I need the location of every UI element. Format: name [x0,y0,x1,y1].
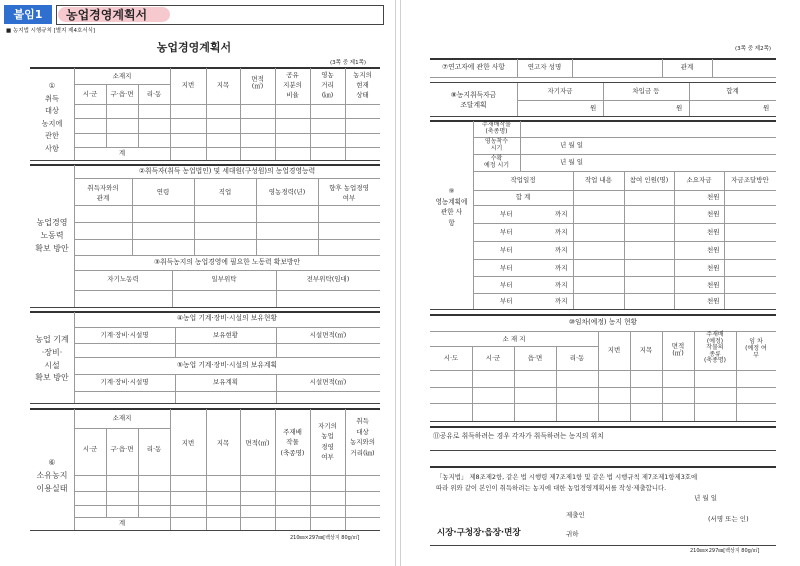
s6-col-jimok: 지목 [216,439,230,447]
page-note: (3쪽 중 제1쪽) [330,60,367,66]
s9-label: ⑨ 영농계획에 관한 사 항 [435,187,468,227]
s6-col-area: 면적(㎡) [245,439,270,447]
s11-text: ⑪공유로 취득하려는 경우 각자가 취득하려는 농지의 위치 [433,432,604,440]
s9-from: 부터 [500,210,513,218]
s9-to: 까지 [555,210,568,218]
left-paper-spec: 210㎜×297㎜[백상지 80g/㎡] [290,535,360,541]
s9-from: 부터 [500,281,513,289]
s9-start-date: 년 월 일 [560,141,583,149]
s9-to: 까지 [555,228,568,236]
recipient: 시장·구청장·읍장·면장 [437,528,521,538]
s6-col-jibun: 지번 [181,439,195,447]
regulation-reference: ■ 농지법 시행규칙 [별지 제4호서식] [6,28,96,34]
s7-relation: 관계 [680,63,694,71]
s9-col-period: 작업일정 [510,176,536,184]
s4-col-own: 보유현황 [212,331,239,339]
submitter-label: 제출인 [566,511,585,519]
s9-to: 까지 [555,264,568,272]
recipient-suffix: 귀하 [566,530,579,538]
s3-col-partial: 일부위탁 [211,275,237,283]
doc-title: 농업경영계획서 [66,8,148,22]
s10-col-area: 면적 (㎡) [671,342,685,358]
s5-col-plan: 보유계획 [212,378,239,386]
s10-col-jibun: 지번 [607,346,621,354]
s6-col-self: 자기의 농업 경영 여부 [318,422,337,462]
s1-col-area: 면적 (㎡) [251,75,264,91]
s9-won: 천원 [707,210,720,218]
s9-won: 천원 [707,228,720,236]
s7-name: 연고자 성명 [527,63,562,71]
s3-col-self: 자기노동력 [107,275,139,283]
s2-col-job: 직업 [218,188,232,196]
s9-to: 까지 [555,246,568,254]
s9-from: 부터 [500,228,513,236]
s8-won-total: 원 [763,104,770,112]
s10-title: ⑩임차(예정) 농지 현황 [568,318,638,326]
s6-col-dist: 취득 대상 농지와의 거리(㎞) [349,417,376,458]
s10-col-crop: 주재배 (예정) 작물의 종류 (축종명) [703,331,727,365]
s8-label: ⑧농지취득자금 조달계획 [450,91,497,110]
s1-col-sigun: 시·군 [82,90,98,98]
s5-title: ⑤농업 기계·장비·시설의 보유계획 [176,361,278,369]
s8-loan: 차입금 등 [632,87,660,95]
s9-col-people: 참여 인원(명) [629,176,669,184]
s2-title: ②취득자(취득 농업법인) 및 세대원(구성원)의 농업경영능력 [138,167,316,175]
s1-col-status: 농지의 현재 상태 [353,71,372,99]
s6-col-ri: 리·동 [146,445,162,453]
s9-won: 천원 [707,297,720,305]
s10-col-sigun: 시·군 [485,354,501,362]
s8-won-own: 원 [590,104,597,112]
s9-from: 부터 [500,297,513,305]
s2-col-future: 향후 농업경영 여부 [329,184,369,202]
s5-col-area: 시설면적(㎡) [309,378,347,386]
s2-group-label: 농업경영 노동력 확보 방안 [35,218,69,253]
s6-total: 계 [118,519,126,527]
s9-crop: 주재배작물 (축종명) [482,121,511,135]
s9-won: 천원 [707,246,720,254]
s9-to: 까지 [555,281,568,289]
s8-won-loan: 원 [676,104,683,112]
s8-total: 합계 [726,87,739,95]
s10-col-lease: 임 차 (예정 여 부 [745,338,767,360]
s1-loc-header: 소재지 [112,72,132,80]
s9-col-fund: 자금조달방안 [731,176,769,184]
s9-from: 부터 [500,264,513,272]
s10-loc: 소 재 지 [502,335,526,343]
s2-col-rel: 취득자와의 관계 [87,184,119,202]
declaration-line-2: 따라 위와 같이 본인이 취득하려는 농지에 대한 농업경영계획서를 작성·제출합니다. [436,484,667,492]
s9-from: 부터 [500,246,513,254]
badge: 붙임1 [4,5,52,24]
s9-col-work: 작업 내용 [584,176,613,184]
s9-won: 천원 [707,281,720,289]
s6-col-crop: 주재배 작물 (축종명) [280,428,305,457]
s7-label: ⑦연고자에 관한 사항 [442,63,505,71]
s3-title: ③취득농지의 농업경영에 필요한 노동력 확보방안 [153,258,301,266]
s6-col-sigun: 시·군 [82,445,98,453]
form-title: 농업경영계획서 [156,41,232,54]
s2-col-age: 연령 [156,188,170,196]
signature-label: (서명 또는 인) [708,515,749,523]
declaration-line-1: 「농지법」 제8조제2항, 같은 법 시행령 제7조제1항 및 같은 법 시행규칙 제7조제1항제3호에 [436,473,698,481]
s1-col-jibun: 지번 [181,81,195,89]
s1-col-share: 공유 지분의 비율 [283,71,302,99]
s1-col-gu: 구·읍·면 [110,90,134,98]
s4-group-label: 농업 기계 ·장비· 시설 확보 방안 [35,335,69,383]
s10-col-ri: 리·동 [569,354,585,362]
right-page-note: (3쪽 중 제2쪽) [735,46,772,52]
s4-title: ④농업 기계·장비·시설의 보유현황 [176,314,278,322]
s9-start: 영농착수 시기 [484,138,509,152]
s3-col-full: 전부위탁(임대) [306,275,350,283]
s10-col-eup: 읍·면 [527,354,543,362]
s9-won: 천원 [707,264,720,272]
s2-col-exp: 영농경력(년) [268,188,306,196]
right-paper-spec: 210㎜×297㎜[백상지 80g/㎡] [690,548,760,554]
s9-harvest: 수확 예정 시기 [483,155,510,169]
s9-col-need: 소요자금 [686,176,712,184]
s8-own: 자기자금 [547,87,573,95]
s6-loc-header: 소재지 [112,414,132,422]
s10-col-jimok: 지목 [639,346,653,354]
s1-total: 계 [118,149,126,157]
s1-label: ① 취득 대상 농지에 관한 사항 [41,81,63,153]
s1-col-dist: 영농 거리 (㎞) [321,71,334,99]
s1-col-ri: 리·동 [146,90,162,98]
s9-sum: 합 계 [515,193,531,201]
s9-to: 까지 [555,297,568,305]
s9-harvest-date: 년 월 일 [560,158,583,166]
s10-col-sido: 시·도 [443,354,459,362]
s6-col-gu: 구·읍·면 [110,445,134,453]
s5-col-name: 기계·장비·시설명 [100,378,149,386]
s6-label: ⑥ 소유농지 이용실태 [36,458,68,493]
s1-col-jimok: 지목 [216,81,230,89]
s9-sum-won: 천원 [707,193,720,201]
s4-col-name: 기계·장비·시설명 [100,331,149,339]
s4-col-area: 시설면적(㎡) [309,331,347,339]
declaration-date: 년 월 일 [694,494,717,502]
